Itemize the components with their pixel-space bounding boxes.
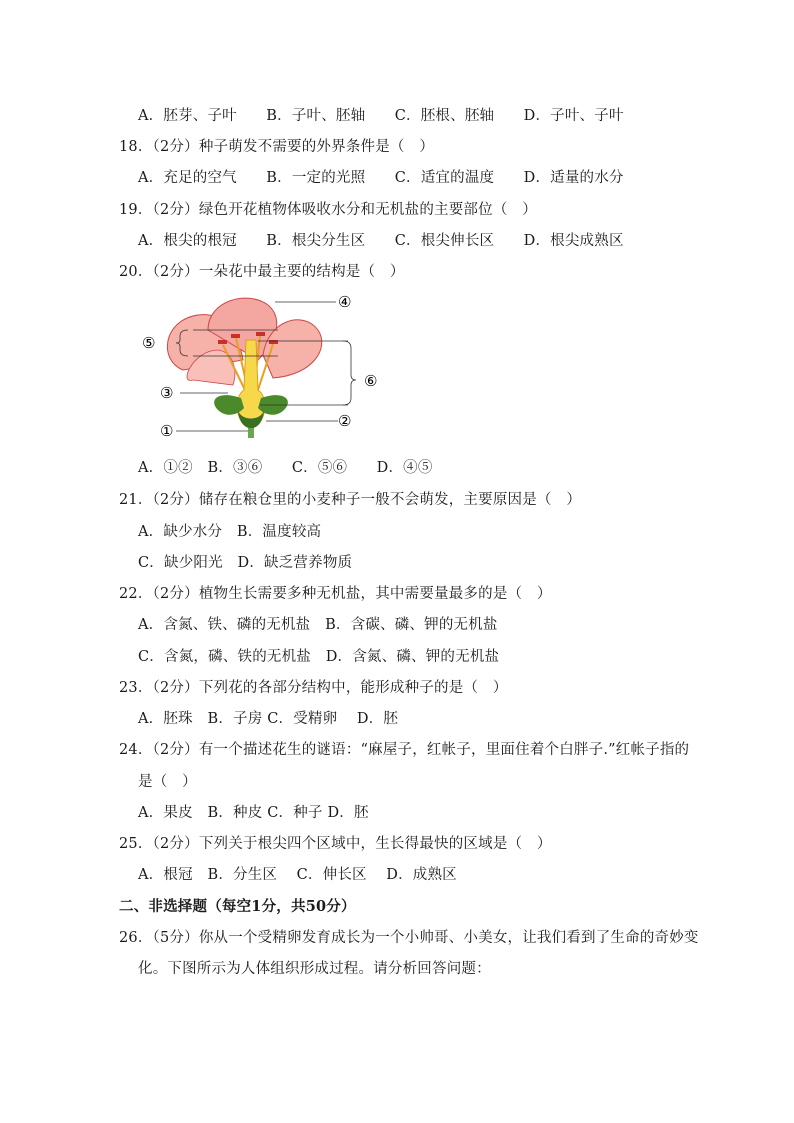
label-5: ⑤ — [142, 334, 156, 352]
question-26: 26．（5分）你从一个受精卵发育成长为一个小帅哥、小美女，让我们看到了生命的奇妙变 — [119, 930, 699, 946]
question-22: 22．（2分）植物生长需要多种无机盐，其中需要量最多的是（ ） — [119, 586, 552, 602]
question-24-continued: 是（ ） — [138, 774, 197, 790]
answer-options-21a: A．缺少水分 B．温度较高 — [138, 524, 322, 540]
answer-options-25: A．根冠 B．分生区 C．伸长区 D．成熟区 — [138, 867, 457, 883]
question-25: 25．（2分）下列关于根尖四个区域中，生长得最快的区域是（ ） — [119, 836, 552, 852]
section-heading: 二、非选择题（每空1分，共50分） — [119, 898, 356, 915]
answer-options-17: A．胚芽、子叶 B．子叶、胚轴 C．胚根、胚轴 D．子叶、子叶 — [138, 108, 624, 124]
label-1: ① — [160, 422, 174, 440]
question-24: 24．（2分）有一个描述花生的谜语：“麻屋子，红帐子，里面住着个白胖子.”红帐子指的 — [119, 742, 690, 758]
label-2: ② — [338, 412, 352, 430]
question-26-continued: 化。下图所示为人体组织形成过程。请分析回答问题： — [138, 961, 491, 977]
question-18: 18．（2分）种子萌发不需要的外界条件是（ ） — [119, 139, 435, 155]
answer-options-18: A．充足的空气 B．一定的光照 C．适宜的温度 D．适量的水分 — [138, 170, 624, 186]
flower-structure-diagram — [138, 290, 388, 450]
answer-options-19: A．根尖的根冠 B．根尖分生区 C．根尖伸长区 D．根尖成熟区 — [138, 233, 624, 249]
answer-options-20: A．①② B．③⑥ C．⑤⑥ D．④⑤ — [138, 460, 433, 476]
question-23: 23．（2分）下列花的各部分结构中，能形成种子的是（ ） — [119, 680, 508, 696]
answer-options-23: A．胚珠 B．子房 C．受精卵 D．胚 — [138, 711, 399, 727]
label-3: ③ — [160, 384, 174, 402]
label-4: ④ — [338, 293, 352, 311]
question-19: 19．（2分）绿色开花植物体吸收水分和无机盐的主要部位（ ） — [119, 202, 537, 218]
answer-options-21b: C．缺少阳光 D．缺乏营养物质 — [138, 555, 353, 571]
question-20: 20．（2分）一朵花中最主要的结构是（ ） — [119, 264, 405, 280]
answer-options-24: A．果皮 B．种皮 C．种子 D．胚 — [138, 805, 369, 821]
label-6: ⑥ — [364, 372, 378, 390]
answer-options-22a: A．含氮、铁、磷的无机盐 B．含碳、磷、钾的无机盐 — [138, 617, 498, 633]
question-21: 21．（2分）储存在粮仓里的小麦种子一般不会萌发，主要原因是（ ） — [119, 492, 582, 508]
answer-options-22b: C．含氮，磷、铁的无机盐 D．含氮、磷、钾的无机盐 — [138, 649, 500, 665]
